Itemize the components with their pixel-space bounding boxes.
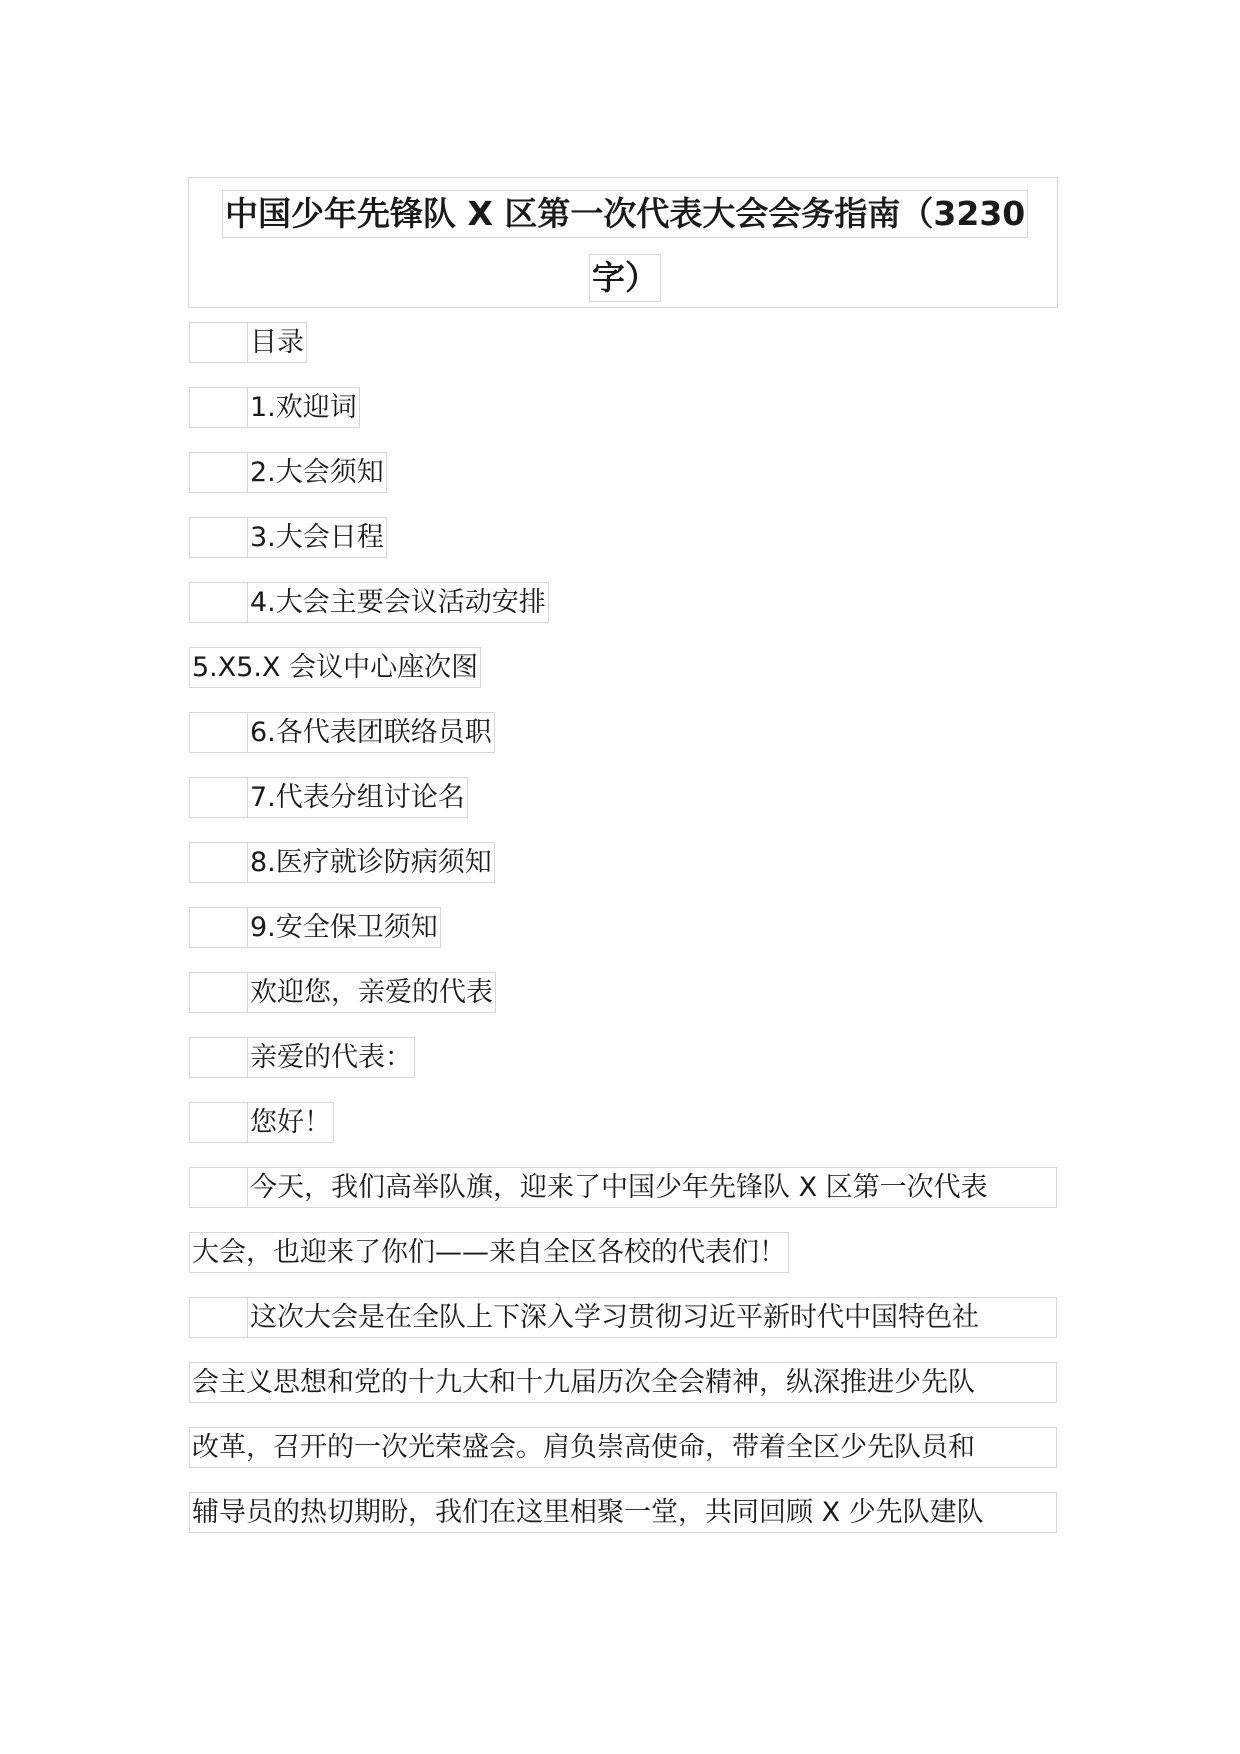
body-text: 改革，召开的一次光荣盛会。肩负崇高使命，带着全区少先队员和	[192, 1432, 975, 1463]
body-text: 大会，也迎来了你们——来自全区各校的代表们！	[192, 1237, 786, 1268]
indent-marker	[190, 973, 248, 1012]
indent-marker	[190, 1298, 248, 1337]
indent-marker	[190, 1103, 248, 1142]
toc-item-label: 7.代表分组讨论名	[250, 782, 465, 813]
greeting: 您好！	[250, 1107, 331, 1138]
toc-item	[189, 582, 549, 623]
indent-marker	[190, 713, 248, 752]
toc-item	[189, 517, 387, 558]
toc-item	[189, 712, 495, 753]
greeting-row	[189, 1102, 334, 1143]
toc-item	[189, 387, 360, 428]
toc-item-label: 4.大会主要会议活动安排	[250, 587, 546, 618]
toc-item-label: 6.各代表团联络员职	[250, 717, 492, 748]
welcome-heading-row	[189, 972, 496, 1013]
indent-marker	[190, 453, 248, 492]
body-line	[189, 1362, 1057, 1403]
toc-item	[189, 647, 481, 688]
salutation-row	[189, 1037, 415, 1078]
toc-item-label: 8.医疗就诊防病须知	[250, 847, 492, 878]
toc-item	[189, 842, 495, 883]
salutation: 亲爱的代表：	[250, 1042, 412, 1073]
indent-marker	[190, 323, 248, 362]
indent-marker	[190, 908, 248, 947]
indent-marker	[190, 518, 248, 557]
body-text: 这次大会是在全队上下深入学习贯彻习近平新时代中国特色社	[250, 1302, 979, 1333]
body-line	[189, 1492, 1057, 1533]
indent-marker	[190, 1038, 248, 1077]
toc-item-label: 5.X5.X 会议中心座次图	[192, 652, 479, 683]
body-line	[189, 1427, 1057, 1468]
body-text: 辅导员的热切期盼，我们在这里相聚一堂，共同回顾 X 少先队建队	[192, 1497, 984, 1528]
toc-item-label: 3.大会日程	[250, 522, 384, 553]
body-line	[189, 1297, 1057, 1338]
toc-item-label: 1.欢迎词	[250, 392, 357, 423]
toc-heading: 目录	[250, 327, 304, 358]
document-title-line-2: 字）	[589, 254, 661, 302]
document-title-line-1: 中国少年先锋队 X 区第一次代表大会会务指南（3230	[222, 190, 1028, 238]
indent-marker	[190, 843, 248, 882]
body-text: 会主义思想和党的十九大和十九届历次全会精神，纵深推进少先队	[192, 1367, 975, 1398]
toc-item	[189, 777, 468, 818]
body-line	[189, 1167, 1057, 1208]
body-line	[189, 1232, 789, 1273]
indent-marker	[190, 1168, 248, 1207]
toc-item-label: 2.大会须知	[250, 457, 384, 488]
indent-marker	[190, 778, 248, 817]
toc-heading-row	[189, 322, 307, 363]
indent-marker	[190, 388, 248, 427]
body-text: 今天，我们高举队旗，迎来了中国少年先锋队 X 区第一次代表	[250, 1172, 988, 1203]
welcome-heading: 欢迎您，亲爱的代表	[250, 977, 493, 1008]
toc-item	[189, 907, 441, 948]
toc-item-label: 9.安全保卫须知	[250, 912, 438, 943]
indent-marker	[190, 583, 248, 622]
toc-item	[189, 452, 387, 493]
